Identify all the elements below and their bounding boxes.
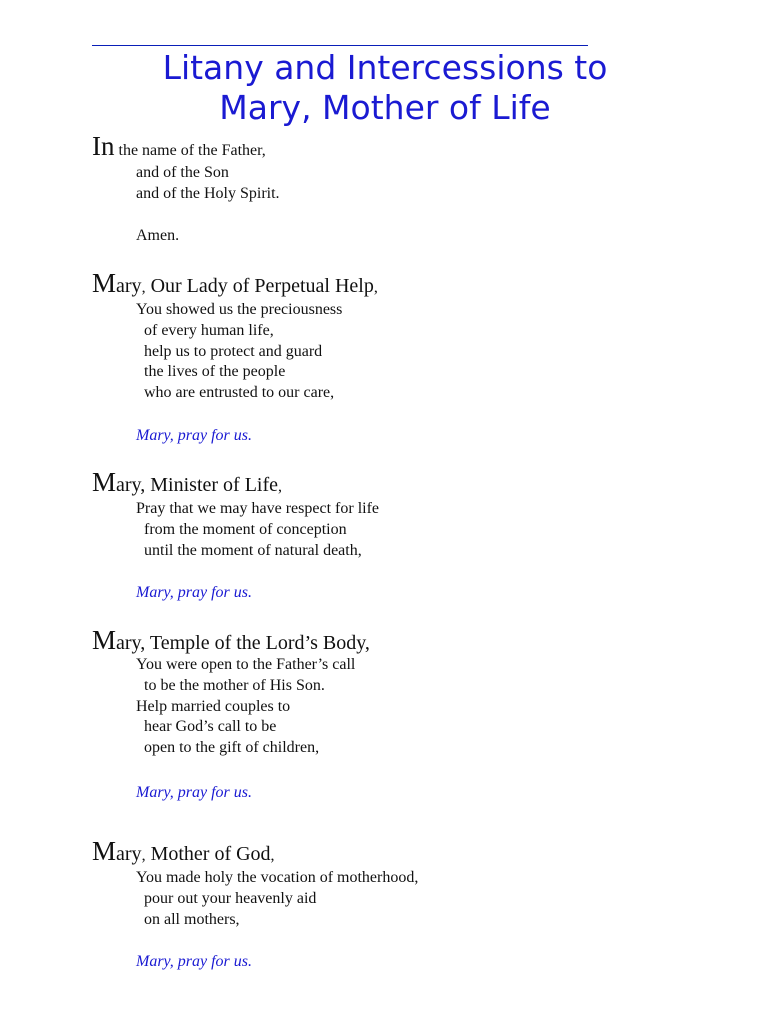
title-line-1: Litany and Intercessions to [162,48,608,87]
drop-cap: M [92,625,117,655]
section-line: Help married couples to [136,697,291,715]
litany-section [92,268,378,404]
title-rule [92,45,588,46]
heading-comma: , [140,474,146,496]
section-line: You made holy the vocation of motherhood, [136,869,419,886]
response: Mary, pray for us. [136,953,252,970]
heading-text: ary, Temple of the Lord’s Body, [116,632,370,654]
section-line: open to the gift of children, [144,739,320,757]
opening-text: the name of the Father, [114,142,266,159]
response: Mary, pray for us. [136,427,252,444]
page-title [92,48,678,128]
heading-comma: , [278,478,283,495]
drop-cap: M [92,467,117,497]
litany-section [92,836,419,930]
section-line: until the moment of natural death, [144,541,362,559]
section-line: who are entrusted to our care, [144,384,335,402]
opening-invocation [92,131,280,246]
section-line: to be the mother of His Son. [144,676,325,694]
response: Mary, pray for us. [136,784,252,801]
title-line-2: Mary, Mother of Life [219,88,551,127]
section-line: You were open to the Father’s call [136,656,356,673]
heading-text: Minister of Life [145,474,279,496]
litany-section [92,625,370,759]
section-lines [92,868,418,930]
heading-text: Mother of God [145,843,271,865]
heading-comma: , [373,279,378,296]
section-heading [92,467,379,499]
section-line: the lives of the people [144,363,286,381]
heading-comma: , [141,279,146,296]
response: Mary, pray for us. [136,584,252,601]
section-heading [92,625,370,655]
opening-line: and of the Holy Spirit. [136,184,280,202]
heading-comma: , [270,847,275,864]
litany-section [92,467,380,561]
section-heading [92,268,378,300]
amen: Amen. [136,226,180,244]
section-line: help us to protect and guard [144,342,323,360]
heading-text: Our Lady of Perpetual Help [145,275,374,297]
section-lines [92,300,378,404]
section-line: of every human life, [144,321,274,339]
drop-cap: M [92,268,117,298]
drop-cap: In [92,131,115,161]
opening-line: and of the Son [136,164,229,181]
section-line: from the moment of conception [144,520,347,538]
opening-lines [92,163,280,246]
drop-cap: M [92,836,117,866]
section-heading [92,836,418,868]
section-line: Pray that we may have respect for life [136,500,380,517]
section-line: You showed us the preciousness [136,301,343,318]
section-lines [92,499,379,561]
section-line: on all mothers, [144,910,240,928]
heading-text: ary [116,474,141,496]
opening-heading [92,131,280,163]
section-lines [92,655,370,759]
heading-comma: , [141,847,146,864]
heading-text: ary [116,275,142,297]
section-line: hear God’s call to be [144,718,277,736]
heading-text: ary [116,843,142,865]
section-line: pour out your heavenly aid [144,889,317,907]
